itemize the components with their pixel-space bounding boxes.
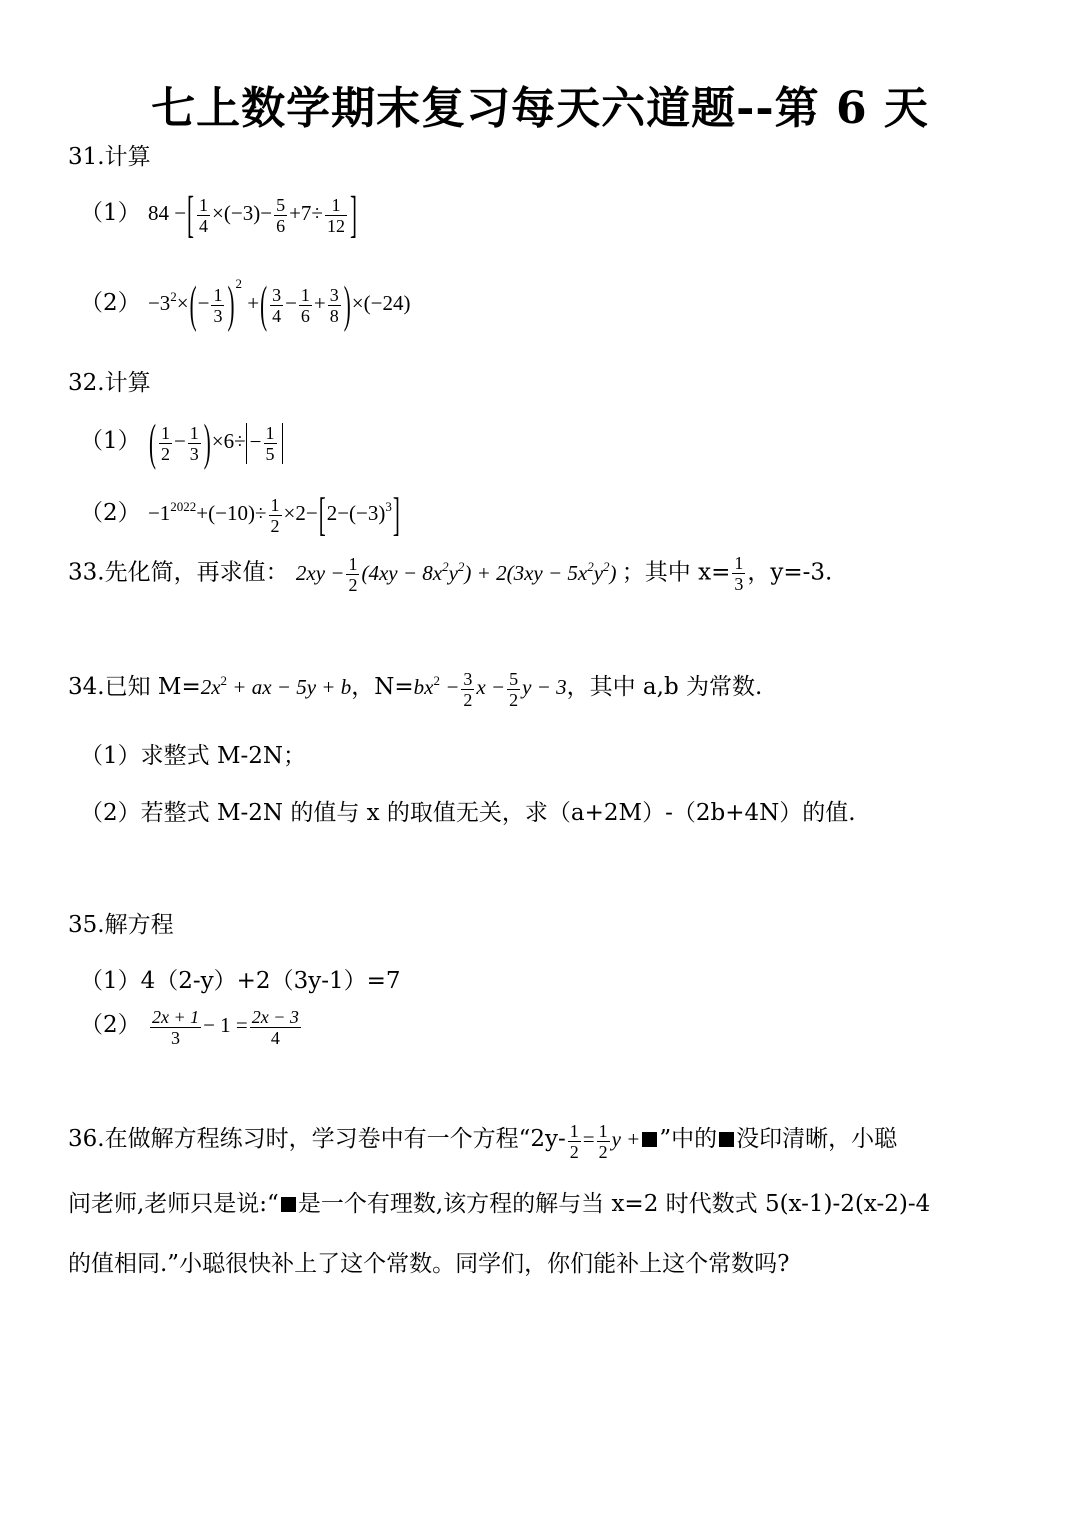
q31-p2-label: （2） (80, 290, 141, 316)
q34-part2: （2）若整式 M-2N 的值与 x 的取值无关，求（a+2M）-（2b+4N）的值. (80, 800, 856, 826)
q36-text-e: 是一个有理数,该方程的解与当 x=2 时代数式 5(x-1)-2(x-2)-4 (297, 1191, 931, 1217)
q31-part2 (80, 275, 411, 333)
q36-line2 (68, 1185, 930, 1218)
q34-n-label: ，N= (351, 674, 414, 700)
q33-heading: 33.先化简，再求值： (68, 559, 289, 586)
q36-line3: 的值相同.”小聪很快补上了这个常数。同学们，你们能补上这个常数吗? (68, 1251, 790, 1277)
q33-where: ；其中 x= (621, 559, 731, 586)
blank-square-icon (281, 1197, 296, 1212)
q34-m-expr: $2x^2$ + ax − 5y + b (200, 673, 352, 699)
q36-text-c: 没印清晰，小聪 (736, 1126, 898, 1152)
q33-line (68, 553, 832, 595)
q31-p1-expr: 84 −[ $\frac{1}{4}$ ×(−3)− $\frac{5}{6}$ +7÷ $\frac{1}{12}$ ] (147, 185, 357, 243)
q33-x-value: $\frac{1}{3}$ (734, 553, 744, 594)
blank-square-icon (642, 1132, 657, 1147)
q35-heading: 35.解方程 (68, 912, 174, 938)
q36-line1 (68, 1120, 897, 1162)
q34-tail: ，其中 a,b 为常数. (566, 674, 763, 700)
q36-text-d: 问老师,老师只是说:“ (68, 1191, 279, 1217)
q34-heading: 34.已知 M= (68, 674, 201, 700)
q32-p1-label: （1） (80, 428, 141, 454)
q36-text-b: ”中的 (659, 1126, 718, 1152)
page-title: 七上数学期末复习每天六道题--第 6 天 (151, 83, 929, 134)
q32-p2-label: （2） (80, 500, 141, 526)
q36-equation: $\frac{1}{2}$ = $\frac{1}{2}$ y + (569, 1120, 641, 1162)
q31-part1 (80, 185, 358, 243)
q34-part1: （1）求整式 M-2N； (80, 743, 307, 769)
q34-line (68, 668, 762, 710)
q35-p2-expr: $\frac{2x + 1}{3}$ − 1 = $\frac{2x - 3}{4}$ (151, 1006, 299, 1048)
q35-part2 (80, 1006, 303, 1048)
blank-square-icon (719, 1132, 734, 1147)
q32-p1-expr: ( $\frac{1}{2}$ − $\frac{1}{3}$ )×6÷ − $\frac{1}{5}$ (148, 429, 283, 453)
q36-text-a: 36.在做解方程练习时，学习卷中有一个方程“2y- (68, 1126, 566, 1152)
q35-part1: （1）4（2-y）+2（3y-1）=7 (80, 968, 401, 994)
q32-part2 (80, 487, 401, 541)
q31-heading: 31.计算 (68, 144, 151, 170)
q32-p2-expr: $-1^{2022}+(-10)\div$ $\frac{1}{2}$ $\times 2-[2-(-3)^3]$ (147, 487, 400, 541)
q32-part1 (80, 413, 283, 471)
q33-expr: 2xy − $\frac{1}{2}$ $(4xy - 8x^2y^2) + 2(3xy - 5x^2y^2)$ (295, 554, 617, 596)
q32-heading: 32.计算 (68, 370, 151, 396)
q31-p1-label: （1） (80, 200, 141, 226)
q34-n-expr: $bx^2$ − $\frac{3}{2}$ x − $\frac{5}{2}$ y − 3 (413, 668, 567, 710)
q31-p2-expr: $-3^2\times(-$ $\frac{1}{3}$ )$^2$ +( $\frac{3}{4}$ − $\frac{1}{6}$ + $\frac{3}{8}$ )×(−24) (147, 275, 411, 333)
q35-p2-label: （2） (80, 1012, 141, 1038)
q33-y-value: ，y=-3. (747, 559, 833, 586)
